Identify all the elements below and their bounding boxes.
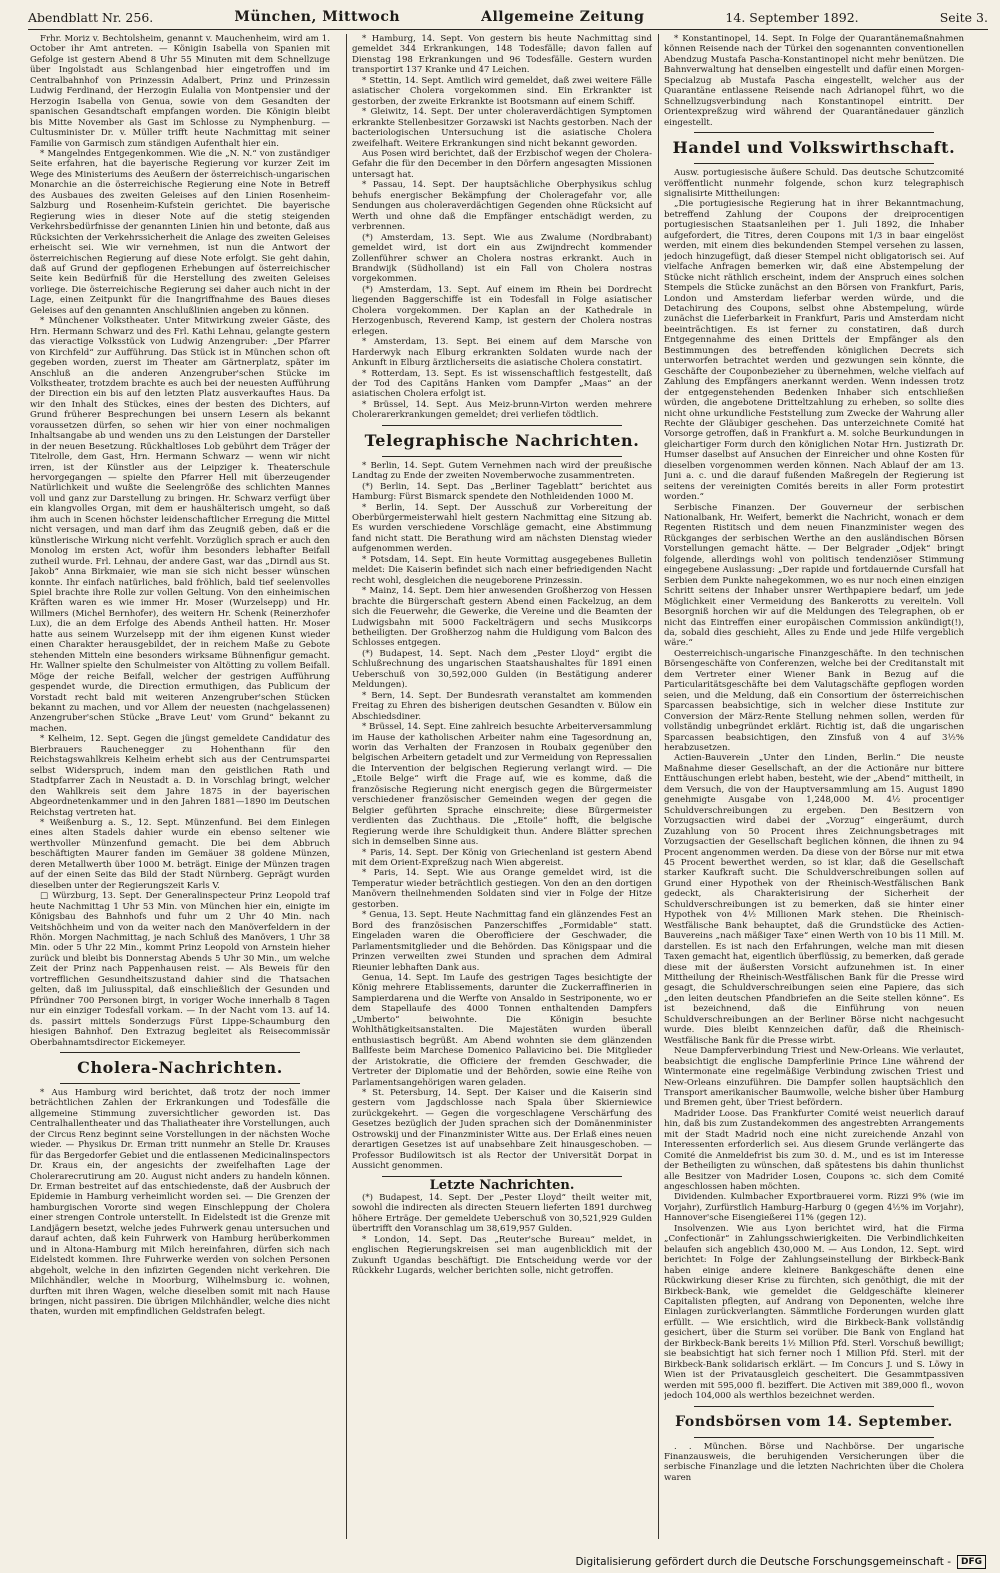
paper-title: Allgemeine Zeitung (481, 9, 645, 25)
column-divider-1 (346, 34, 347, 1539)
issue-date: 14. September 1892. (725, 9, 859, 25)
section-rule (382, 1176, 622, 1177)
article-paragraph: * Brüssel, 14. Sept. Eine zahlreich besuchte Arbeiterversammlung im Hause der katholischen Arbeiter nahm eine Tagesordnung an, worin das Verhalten der Franzosen in Roubaix gegenüber den belgischen Arbeitern getadelt und zur Vermeidung von Repressalien die Intervention der belgischen Regierung verlangt wird. — Die „Etoile Belge“ wirft die Frage auf, wie es komme, daß die französische Regierung nicht energisch gegen die Bürgermeister verschiedener französischer Gemeinden wegen der gegen die Belgier geführten Sprache einschreite; diese Bürgermeister verdienten das Zuchthaus. Die „Etoile“ hofft, die belgische Regierung werde ihre Schuldigkeit thun. Andere Blätter sprechen sich in demselben Sinne aus. (352, 722, 652, 848)
article-paragraph: * Mainz, 14. Sept. Dem hier anwesenden Großherzog von Hessen brachte die Bürgerschaft gestern Abend einen Fackelzug, an dem sich die Feuerwehr, die Gewerke, die Vereine und die Beamten der Ludwigsbahn mit 5000 Fackelträgern und sechs Musikcorps betheiligten. Der Großherzog nahm die Huldigung vom Balcon des Schlosses entgegen. (352, 586, 652, 649)
article-paragraph: Frhr. Moriz v. Bechtolsheim, genannt v. Mauchenheim, wird am 1. October ihr Amt antreten. — Königin Isabella von Spanien mit Gefolge ist gestern Abend 8 Uhr 55 Minuten mit dem Schnellzuge über Ingolstadt aus Schlangenbad hier eingetroffen und im Centralbahnhof von Prinzessin Adalbert, Prinz und Prinzessin Ludwig Ferdinand, der Herzogin Eulalia von Montpensier und der Herzogin Isabella von Genua, sowie von dem Gesandten der spanischen Gesandtschaft empfangen worden. Die Königin bleibt bis Mitte November als Gast im Schlosse zu Nymphenburg. — Cultusminister Dr. v. Müller trifft heute Nachmittag mit seiner Familie von Garmisch zum ständigen Aufenthalt hier ein. (30, 34, 330, 149)
masthead (28, 6, 988, 28)
article-paragraph: Insolvenzen. Wie aus Lyon berichtet wird, hat die Firma „Confectionär“ in Zahlungsschwierigkeiten. Die Verbindlichkeiten belaufen sich angeblich 430,000 M. — Aus London, 12. Sept. wird berichtet: In Folge der Zahlungseinstellung der Birkbeck-Bank haben einige andere kleinere Bankgeschäfte denen eine Rückwirkung dieser Krise zu fürchten, sich genöthigt, die mit der Birkbeck-Bank, wie gemeldet die Geldgeschäfte kleinerer Capitalisten pflegten, auf Andrang von Deponenten, welche ihre Einlagen zurückverlangten. Sämmtliche Forderungen wurden glatt erfüllt. — Wie ersichtlich, wird die Birkbeck-Bank vollständig gesichert, über die Sturm sei vorüber. Die Bank von England hat der Birkbeck-Bank bereits 1½ Million Pfd. Sterl. Vorschuß bewilligt; sie beabsichtigt hat sich ferner noch 1 Million Pfd. Sterl. mit der Birkbeck-Bank solidarisch erklärt. — Im Concurs J. und S. Löwy in Wien ist der Privatausgleich gescheitert. Die Gesammtpassiven werden mit 595,000 fl. beziffert. Die Activen mit 389,000 fl., wovon jedoch 104,000 als werthlos bezeichnet werden. (664, 1223, 964, 1402)
trade-news (664, 168, 964, 1401)
article-paragraph: Oesterreichisch-ungarische Finanzgeschäfte. In den technischen Börsengeschäfte von Conferenzen, welche bei der Creditanstalt mit dem Vertreter einer Wiener Bank in Bezug auf die Particularitätsgeschäfte bei dem Valutagschäfte gepflogen worden seien, und die Meldung, daß ein Consortium der österreichischen Sparcassen beabsichtige, sich in welcher diese Institute zur Conversion der März-Rente Stellung nehmen sollen, werden für vollständig unbegründet erklärt. Richtig ist, daß die ungarischen Sparcassen beabsichtigen, den Zinsfuß von 4 auf 3½% herabzusetzen. (664, 648, 964, 753)
article-paragraph: . . München. Börse und Nachbörse. Der ungarische Finanzausweis, die beruhigenden Versicherungen über die serbische Finanzlage und die letzten Nachrichten über die Cholera waren (664, 1441, 964, 1483)
article-paragraph: * Stettin, 14. Sept. Amtlich wird gemeldet, daß zwei weitere Fälle asiatischer Cholera vorgekommen sind. Ein Erkrankter ist gestorben, der zweite Erkrankte ist Bootsmann auf einem Schiff. (352, 75, 652, 107)
article-paragraph: * Amsterdam, 13. Sept. Bei einem auf dem Marsche von Harderwyk nach Elburg erkrankten Soldaten wurde nach der Ankunft in Elburg ärztlicherseits die asiatische Cholera constatirt. (352, 337, 652, 369)
latest-news (352, 1193, 652, 1277)
article-paragraph: * Brüssel, 14. Sept. Aus Meiz-brunn-Virton werden mehrere Cholerarerkrankungen gemeldet; drei verliefen tödtlich. (352, 399, 652, 421)
section-rule (694, 163, 934, 164)
column-3 (664, 34, 964, 1539)
article-paragraph: Actien-Bauverein „Unter den Linden, Berlin.“ Die neuste Maßnahme dieser Gesellschaft, an der die Actionäre nur bittere Enttäuschungen erlebt haben, besteht, wie der „Abend“ mittheilt, in dem Versuch, die von der Hauptversammlung am 15. August 1890 genehmigte Ausgabe von 1,248,000 M. 4½ procentiger Schuldverschreibungen zu ergeben. Den Besitzern von Vorzugsactien wird dabei der „Vorzug“ eingeräumt, durch Zuzahlung von 50 Procent ihres Zeichnungsbetrages mit Vorzugsactien der Gesellschaft beglichen können, die ihnen zu 94 Procent angenommen werden. Da diese von der Börse nur mit etwa 45 Procent bewerthet werden, so ist klar, daß die Gesellschaft starker Kaufkraft sucht. Die Schuldverschreibungen sollen auf Grund einer Hypothek von der Rheinisch-Westfälischen Bank gedeckt, als Charakterisirung der Sicherheit der Schuldverschreibungen ist zu bemerken, daß sie hinter einer Hypothek von 4½ Millionen Mark stehen. Die Rheinisch-Westfälische Bank behauptet, daß die Grundstücke des Actien-Bauvereins „nach mäßiger Taxe“ einen Werth von 10 bis 11 Mill. M. darstellen. Es ist nach den Erfahrungen, welche man mit diesen Taxen gemacht hat, eigentlich überflüssig, zu bemerken, daß gerade diese mit der äußersten Vorsicht aufzunehmen ist. In einer Mittheilung der Rheinisch-Westfälischen Bank für die Presse wird gesagt, die Schuldverschreibungen seien eine Papiere, das sich „den leiten deutschen Pfandbriefen an die Seite stellen könne“. Es ist bezeichnend, daß die Einführung von neuen Schuldverschreibungen an der Berliner Börse nicht nachgesucht wurde. Dies bleibt Kennzeichen dafür, daß die Rheinisch-Westfälische Bank für die Presse wirbt. (664, 753, 964, 1046)
article-paragraph: * Mangelndes Entgegenkommen. Wie die „N. N.“ von zuständiger Seite erfahren, hat die bayerische Regierung vor kurzer Zeit im Wege des Ministeriums des Aeußern der österreichisch-ungarischen Monarchie an die österreichische Regierung eine Note in Betreff des Ausbaues des zweiten Geleises auf den Linien Rosenheim-Salzburg und Rosenheim-Kufstein gerichtet. Die bayerische Regierung wies in dieser Note auf die stetig steigenden Verkehrsbedürfnisse der genannten Linien hin und betonte, daß aus Rücksichten der Verkehrssicherheit die Anlage des zweiten Geleises erheischt sei. Wie wir vernehmen, ist nun die Antwort der österreichischen Regierung auf diese Note erfolgt. Sie geht dahin, daß auf Grund der gepflogenen Erhebungen auf österreichischer Seite kein Bedürfniß für die Herstellung des zweiten Geleises vorliege. Die österreichische Regierung sei daher auch nicht in der Lage, einen Zeitpunkt für die Inangriffnahme des Baues dieses Geleises auf den genannten Anschlußlinien angeben zu können. (30, 148, 330, 316)
column-2 (352, 34, 652, 1539)
article-paragraph: Aus Posen wird berichtet, daß der Erzbischof wegen der Cholera-Gefahr die für den December in den Dörfern angesagten Missionen untersagt hat. (352, 148, 652, 180)
constantinople-news (664, 34, 964, 128)
article-paragraph: Serbische Finanzen. Der Gouverneur der serbischen Nationalbank, Hr. Weifert, bemerkt die Nachricht, wonach er dem Regenten Ristitsch und dem neuen Finanzminister wegen des Rückganges der serbischen Werthe an den ausländischen Börsen Vorstellungen gemacht hätte. — Der Belgrader „Odjek“ bringt folgende, allerdings wohl von politisch tendenziöser Stimmung eingegebene Auslassung: „Der rapide und fortdauernde Cursfall hat Serbien dem Punkte nahegekommen, wo es nur noch einen einzigen Schritt seitens der Inhaber unsrer Werthpapiere bedarf, um jede Möglichkeit einer Vermeidung des Bankerotts zu vereiteln. Voll Besorgniß horchen wir auf die Meldungen des Telegraphen, ob er nicht das Eintreffen einer europäischen Commission ankündigt(!), da, sobald dies geschieht, Alles zu Ende und jede Hilfe vergeblich wäre.“ (664, 502, 964, 649)
article-paragraph: Ausw. portugiesische äußere Schuld. Das deutsche Schutzcomité veröffentlicht nunmehr folgende, schon kurz telegraphisch signalisirte Mittheilungen: (664, 168, 964, 199)
fonds-news (664, 1442, 964, 1484)
article-paragraph: (*) Amsterdam, 13. Sept. Auf einem im Rhein bei Dordrecht liegenden Baggerschiffe ist ein Todesfall in Folge asiatischer Cholera vorgekommen. Der Kaplan an der Kathedrale in Herzogenbusch, Reverend Kamp, ist gestern der Cholera nostras erlegen. (352, 284, 652, 337)
cholera-news (30, 1088, 330, 1318)
trade-heading: Handel und Volkswirthschaft. (672, 138, 956, 158)
cholera-heading: Cholera-Nachrichten. (77, 1057, 283, 1077)
section-rule (382, 456, 622, 457)
digitization-credit (575, 1555, 986, 1569)
dfg-logo: DFG (957, 1555, 986, 1569)
article-paragraph: (*) Amsterdam, 13. Sept. Wie aus Zwalume (Nordbrabant) gemeldet wird, ist dort ein aus Zwijndrecht kommender Zollenführer schwer an Cholera nostras erkrankt. Auch in Brandwijk (Südholland) ist ein Fall von Cholera nostras vorgekommen. (352, 232, 652, 285)
article-paragraph: Dividenden. Kulmbacher Exportbrauerei vorm. Rizzi 9% (wie im Vorjahr), Zurfürstlich Hamburg-Harburg 0 (gegen 4½% im Vorjahr), Hannover'sche Eisengießerei 11% (gegen 12). (664, 1192, 964, 1224)
article-paragraph: * Kelheim, 12. Sept. Gegen die jüngst gemeldete Candidatur des Bierbrauers Rauchenegger zu Hohenthann für den Reichstagswahlkreis Kelheim erhebt sich aus der Centrumspartei selbst Widerspruch, indem man den geistlichen Rath und Stadtpfarrer Zach in Neustadt a. D. in Vorschlag bringt, welcher den Wahlkreis seit dem Jahre 1875 in der bayerischen Abgeordnetenkammer und in den Jahren 1881—1890 im Deutschen Reichstag vertreten hat. (30, 734, 330, 818)
article-paragraph: Madrider Loose. Das Frankfurter Comité weist neuerlich darauf hin, daß bis zum Zustandekommen des angestrebten Arrangements mit der Stadt Madrid noch eine nicht zureichende Anzahl von Interessenten erforderlich sei. Aus diesem Grunde verlängerte das Comité die Anmeldefrist bis zum 30. d. M., und es ist im Interesse der Betheiligten zu wünschen, daß spätestens bis dahin thunlichst alle Besitzer von Madrider Losen, Coupons ꝛc. sich dem Comité angeschlossen haben möchten. (664, 1108, 964, 1193)
article-paragraph: * Münchener Volkstheater. Unter Mitwirkung zweier Gäste, des Hrn. Hermann Schwarz und des Frl. Kathi Lehnau, gelangte gestern das vieractige Volksstück von Ludwig Anzengruber: „Der Pfarrer von Kirchfeld“ zur Aufführung. Das Stück ist in München schon oft gegeben worden, zuerst im Theater am Gärtnerplatz, später im Anschluß an die anderen Anzengruber'schen Stücke im Volkstheater, trotzdem brachte es auch bei der neuesten Aufführung der Direction ein bis auf den letzten Platz ausverkauftes Haus. Da wir den Inhalt des Stückes, eines der besten des Dichters, auf Grund früherer Besprechungen bei unsern Lesern als bekannt voraussetzen dürfen, so sehen wir hier von einer nochmaligen Inhaltsangabe ab und wenden uns zu den Leistungen der Darsteller in der neuen Besetzung. Rückhaltloses Lob gebührt dem Träger der Titelrolle, dem Gast, Hrn. Hermann Schwarz — wenn wir nicht irren, ist der Künstler aus der Leipziger k. Theaterschule hervorgegangen — spielte den Pfarrer Hell mit überzeugender Natürlichkeit und wußte die Seelengröße des schlichten Mannes voll und ganz zur Darstellung zu bringen. Hr. Schwarz verfügt über ein klangvolles Organ, mit dem er haushälterisch umgeht, so daß ihm auch in Scenen höchster leidenschaftlicher Erregung die Mittel nicht versagen, und man darf ihm das Zeugniß geben, daß er die künstlerische Wirkung nicht verfehlt. Vorzüglich sprach er auch den Monolog im ersten Act, wofür ihm besonders lebhafter Beifall zutheil wurde. Frl. Lehnau, der andere Gast, war das „Dirndl aus St. Jakob“ Anna Birkmaier, wie man sie sich nicht besser wünschen konnte. Ihr einfach natürliches, bald fröhlich, bald tief seelenvolles Spiel brachte ihre Rolle zur vollen Geltung. Von den einheimischen Kräften waren es wie immer Hr. Moser (Wurzelsepp) und Hr. Willmers (Michel Bernhofer), des weitern Hr. Schenk (Reinerzhofer Lux), die an dem Erfolge des Abends Antheil hatten. Hr. Moser hatte aus seinem Wurzelsepp mit der ihm eigenen Kunst wieder einen Charakter herausgebildet, der in reichem Maße zu Gebote stehenden Mitteln eine besonders wirksame Bühnenfigur gemacht. Hr. Wallner spielte den Schulmeister von Altötting zu vollem Beifall. Möge der reiche Beifall, welcher der gestrigen Aufführung gespendet wurde, die Direction ermuthigen, das Publicum der Vorstadt recht bald mit weiteren Anzengruber'schen Stücken bekannt zu machen, und vor Allem der neuesten (nachgelassenen) Anzengruber'schen Stücke „Brave Leut' vom Grund“ bekannt zu machen. (30, 316, 330, 734)
section-rule (694, 132, 934, 133)
article-paragraph: (*) Budapest, 14. Sept. Der „Pester Lloyd“ theilt weiter mit, sowohl die indirecten als directen Steuern lieferten 1891 durchweg höhere Erträge. Der gemeldete Ueberschuß von 30,521,929 Gulden übertrifft den Voranschlag um 38,619,957 Gulden. (352, 1193, 652, 1235)
latest-heading: Letzte Nachrichten. (429, 1177, 575, 1193)
article-paragraph: * Berlin, 14. Sept. Der Ausschuß zur Vorbereitung der Oberbürgermeisterwahl hielt gestern Nachmittag eine Sitzung ab. Es wurden verschiedene Vorschläge gemacht, eine Abstimmung fand nicht statt. Die Berathung wird am nächsten Dienstag wieder aufgenommen werden. (352, 502, 652, 555)
section-rule (60, 1052, 300, 1053)
article-paragraph: * Paris, 14. Sept. Der König von Griechenland ist gestern Abend mit dem Orient-Expreßzug nach Wien abgereist. (352, 847, 652, 868)
article-paragraph: Genua, 14. Sept. Im Laufe des gestrigen Tages besichtigte der König mehrere Etablissements, darunter die Zuckerraffinerien in Sampierdarena und die Werfte von Ansaldo in Sestriponente, wo er dem Stapellaufe des 4000 Tonnen enthaltenden Dampfers „Umberto“ beiwohnte. Die Königin besuchte Wohlthätigkeitsanstalten. Die Majestäten wurden überall enthusiastisch begrüßt. Am Abend wohnten sie dem glänzenden Ballfeste beim Marchese Domenico Pallavicino bei. Die Mitglieder der Aristokratie, die Officiere der fremden Geschwader, die Vertreter der Diplomatie und der Behörden, sowie eine Reihe von Parlamentsangehörigen waren geladen. (352, 972, 652, 1088)
article-paragraph: * Bern, 14. Sept. Der Bundesrath veranstaltet am kommenden Freitag zu Ehren des bisherigen deutschen Gesandten v. Bülow ein Abschiedsdiner. (352, 690, 652, 722)
article-paragraph: * Weißenburg a. S., 12. Sept. Münzenfund. Bei dem Einlegen eines alten Stadels dahier wurde ein ebenso seltener wie werthvoller Münzenfund gemacht. Die bei dem Abbruch beschäftigten Maurer fanden im Gemäuer 38 goldene Münzen, deren Metallwerth über 1000 M. beträgt. Einige der Münzen tragen auf der einen Seite das Bild der Stadt Nürnberg. Geprägt wurden dieselben unter der Regierungszeit Karls V. (30, 817, 330, 891)
telegraph-news (352, 461, 652, 1172)
article-paragraph: Neue Dampferverbindung Triest und New-Orleans. Wie verlautet, beabsichtigt die englische Dampferlinie Prince Line während der Wintermonate eine regelmäßige Verbindung zwischen Triest und New-Orleans einzuführen. Die Dampfer sollen hauptsächlich den Transport amerikanischer Baumwolle, welche bisher über Hamburg und Bremen geht, über Triest befördern. (664, 1046, 964, 1109)
section-rule (382, 425, 622, 426)
page-number: Seite 3. (939, 9, 988, 25)
article-paragraph: * Potsdam, 14. Sept. Ein heute Vormittag ausgegebenes Bulletin meldet: Die Kaiserin befindet sich nach einer befriedigenden Nacht recht wohl, desgleichen die neugeborene Prinzessin. (352, 554, 652, 586)
credit-text: Digitalisierung gefördert durch die Deutsche Forschungsgemeinschaft - (575, 1556, 951, 1568)
masthead-rule (28, 29, 988, 30)
fonds-heading: Fondsbörsen vom 14. September. (675, 1413, 953, 1430)
section-rule (60, 1083, 300, 1084)
article-paragraph: * Gleiwitz, 14. Sept. Der unter choleraverdächtigen Symptomen erkrankte Stellenbesitzer Gorzawski ist Nachts gestorben. Nach der bacteriologischen Untersuchung ist die asiatische Cholera zweifelhaft. Weitere Erkrankungen sind nicht bekannt geworden. (352, 107, 652, 149)
cholera-reports (352, 34, 652, 421)
article-paragraph: * St. Petersburg, 14. Sept. Der Kaiser und die Kaiserin sind gestern vom Jagdschlosse nach Spala über Skierniewice zurückgekehrt. — Gegen die vorgeschlagene Verschärfung des Gesetzes bezüglich der Juden sprachen sich der Domänenminister Ostrowskij und der Finanzminister Witte aus. Der Erlaß eines neuen derartigen Gesetzes ist auf unabsehbare Zeit hinausgeschoben. — Professor Budilowitsch ist als Rector der Universität Dorpat in Aussicht genommen. (352, 1087, 652, 1172)
article-paragraph: (*) Berlin, 14. Sept. Das „Berliner Tageblatt“ berichtet aus Hamburg: Fürst Bismarck spendete den Nothleidenden 1000 M. (352, 481, 652, 503)
local-news (30, 34, 330, 1048)
edition-number: Abendblatt Nr. 256. (28, 9, 154, 25)
section-rule (694, 1406, 934, 1407)
article-paragraph: * Berlin, 14. Sept. Gutem Vernehmen nach wird der preußische Landtag zu Ende der zweiten Novemberwoche zusammentreten. (352, 460, 652, 482)
article-paragraph: * Passau, 14. Sept. Der hauptsächliche Oberphysikus schlug behufs energischer Bekämpfung der Choleragefahr vor, alle Sendungen aus choleraverdächtigen Gegenden ohne Rücksicht auf Werth und ohne daß die Empfänger entschädigt werden, zu verbrennen. (352, 180, 652, 233)
article-paragraph: * Paris, 14. Sept. Wie aus Orange gemeldet wird, ist die Temperatur wieder beträchtlich gestiegen. Von den an den dortigen Manövern theilnehmenden Soldaten sind vier in Folge der Hitze gestorben. (352, 868, 652, 910)
article-paragraph: * London, 14. Sept. Das „Reuter'sche Bureau“ meldet, in englischen Regierungskreisen sei man augenblicklich mit der Zukunft Ugandas beschäftigt. Die Entscheidung werde vor der Rückkehr Lugards, welcher berichten solle, nicht getroffen. (352, 1234, 652, 1277)
article-paragraph: * Genua, 13. Sept. Heute Nachmittag fand ein glänzendes Fest an Bord des französischen Panzerschiffes „Formidable“ statt. Eingeladen waren die Oberofficiere der Geschwader, die Parlamentsmitglieder und die Behörden. Das Königspaar und die Prinzen verweilten zwei Stunden und sprachen dem Admiral Rieunier lebhaften Dank aus. (352, 910, 652, 973)
place-and-day: München, Mittwoch (234, 9, 401, 25)
column-divider-2 (658, 34, 659, 1539)
article-paragraph: „Die portugiesische Regierung hat in ihrer Bekanntmachung, betreffend Zahlung der Coupons der dreiprocentigen portugiesischen Staatsanleihen per 1. Juli 1892, die Inhaber aufgefordert, die Titres, deren Coupons mit 1/3 in baar eingelöst werden, mit einem dies bekundenden Stempel versehen zu lassen, jedoch hinzugefügt, daß dieser Stempel nicht obligatorisch sei. Auf vielfache Anfragen bemerken wir, daß eine Abstempelung der Stücke nicht räthlich erscheint, indem der Anspruch eines solchen Stempels die Stücke zunächst an den Börsen von Frankfurt, Paris, London und Amsterdam lieferbar werden würde, und die Detachirung des Coupons, selbst ohne Abstempelung, würde zunächst die Lieferbarkeit in Frankfurt, Paris und Amsterdam nicht beeinträchtigen. Es ist ferner zu constatiren, daß durch Entgegennahme des einen Drittels der Empfänger als den Bestimmungen des betreffenden königlichen Decrets sich unterworfen betrachtet werden und gezwungen sein könnte, die Geschäfte der Couponbezieher zu übernehmen, welche vielfach auf Zahlung des Empfängers anerkannt werden. Wenn indessen trotz der entgegenstehenden Bedenken Inhaber sich entschließen würden, die angebotene Dritteltzahlung zu erheben, so sollte dies nicht ohne urkundliche Feststellung zum Zwecke der Wahrung aller Rechte der Gläubiger geschehen. Das unterzeichnete Comité hat Vorsorge getroffen, daß in Frankfurt a. M. solche Beurkundungen in gleichartiger Form durch den königlichen Notar Hrn. Justizrath Dr. Humser daselbst auf Ansuchen der Einreicher und ohne Kosten für dieselben vorgenommen werden können. Nach Ablauf der am 13. Juni a. c. und die darauf fußenden Maßregeln der Regierung ist seitens der vereinigten Comités bereits in aller Form protestirt worden.“ (664, 199, 964, 503)
section-rule (694, 1437, 934, 1438)
telegraph-heading: Telegraphische Nachrichten. (364, 430, 640, 450)
article-paragraph: * Konstantinopel, 14. Sept. In Folge der Quarantänemaßnahmen können Reisende nach der Türkei den sogenannten conventionellen Abendzug Mustafa Pascha-Konstantinopel nicht mehr benützen. Die Bahnverwaltung hat denselben eingestellt und dafür einen Morgen-Specialzug ab Mustafa Pascha eingestellt, welcher aus der Quarantäne entlassene Reisende nach Adrianopel führt, wo die Schnellzugsverbindung nach Konstantinopel eintritt. Der Orientexpreßzug wird während der Quarantänedauer gänzlich eingestellt. (664, 34, 964, 128)
article-paragraph: □ Würzburg, 13. Sept. Der Generalinspecteur Prinz Leopold traf heute Nachmittag 1 Uhr 53 Min. von München hier ein, einigte im Königsbau des Bahnhofs und fuhr um 2 Uhr 40 Min. nach Veitshöchheim und von da weiter nach den Manöverfeldern in der Rhön. Morgen Nachmittag, je nach Schluß des Manövers, 1 Uhr 38 Min. oder 5 Uhr 22 Min., kommt Prinz Leopold von Arnstein hieher zurück und bleibt bis Donnerstag Abends 5 Uhr 30 Min., um welche Zeit der Prinz nach Pappenhausen reist. — Als Beweis für den vortrefflichen Gesundheitszustand dahier sind die Thatsachen gelten, daß im Juliusspital, daß einschließlich der Gesunden und Pfründner 700 Personen birgt, in voriger Woche innerhalb 8 Tagen nur ein einziger Todesfall vorkam. — In der Nacht vom 13. auf 14. ds. passirt mittels Sonderzugs Fürst Lippe-Schaumburg den hiesigen Bahnhof. Den Extrazug begleitet als Reisecommissär Oberbahnamtsdirector Eickemeyer. (30, 891, 330, 1048)
column-1 (30, 34, 330, 1539)
article-paragraph: * Rotterdam, 13. Sept. Es ist wissenschaftlich festgestellt, daß der Tod des Capitäns Hanken vom Dampfer „Maas“ an der asiatischen Cholera erfolgt ist. (352, 368, 652, 400)
article-paragraph: (*) Budapest, 14. Sept. Nach dem „Pester Lloyd“ ergibt die Schlußrechnung des ungarischen Staatshaushaltes für 1891 einen Ueberschuß von 30,592,000 Gulden (in Bestätigung anderer Meldungen). (352, 648, 652, 691)
article-paragraph: * Aus Hamburg wird berichtet, daß trotz der noch immer beträchtlichen Zahlen der Erkrankungen und Todesfälle die allgemeine Stimmung zuversichtlicher geworden ist. Das Centralhallentheater und das Thaliatheater ihre Vorstellungen, auch der Circus Renz beginnt seine Vorstellungen in der nächsten Woche wieder. — Physikus Dr. Erman tritt nunmehr an Stelle Dr. Krauses für das Bergedorfer Gebiet und die entlassenen Medicinalinspectors Dr. Kraus ein, der angesichts der zweifelhaften Lage der Cholerarecrutirung am 20. August nicht anders zu handeln können. Dr. Erman bestreitet auf das entschiedenste, daß der Ausbruch der Epidemie in Hamburg verheimlicht worden sei. — Die Grenzen der hamburgischen Vororte sind wegen Einschleppung der Cholera einer strengen Controle unterstellt. In Eidelstedt ist die Grenze mit Landjägern besetzt, welche jedes Fuhrwerk genau untersuchen und darauf achten, daß kein Fuhrwerk von Hamburg herüberkommen und in Altona-Hamburg mit Milch hereinfahren, dürfen sich nach Eidelstedt kommen. Ihre Fuhrwerke werden von solchen Personen abgeholt, welche in den infizirten Gegenden nicht verkehren. Die Milchhändler, welche in Moorburg, Wilhelmsburg ic. wohnen, durften mit ihren Wagen, welche dieselben somit mit nach Hause bringen, nicht passiren. Die übrigen Milchhändler, welche dies nicht thaten, wurden mit empfindlichen Geldstrafen belegt. (30, 1087, 330, 1318)
article-paragraph: * Hamburg, 14. Sept. Von gestern bis heute Nachmittag sind gemeldet 344 Erkrankungen, 148 Todesfälle; davon fallen auf Dienstag 198 Erkrankungen und 96 Todesfälle. Gestern wurden transportirt 137 Kranke und 47 Leichen. (352, 34, 652, 76)
